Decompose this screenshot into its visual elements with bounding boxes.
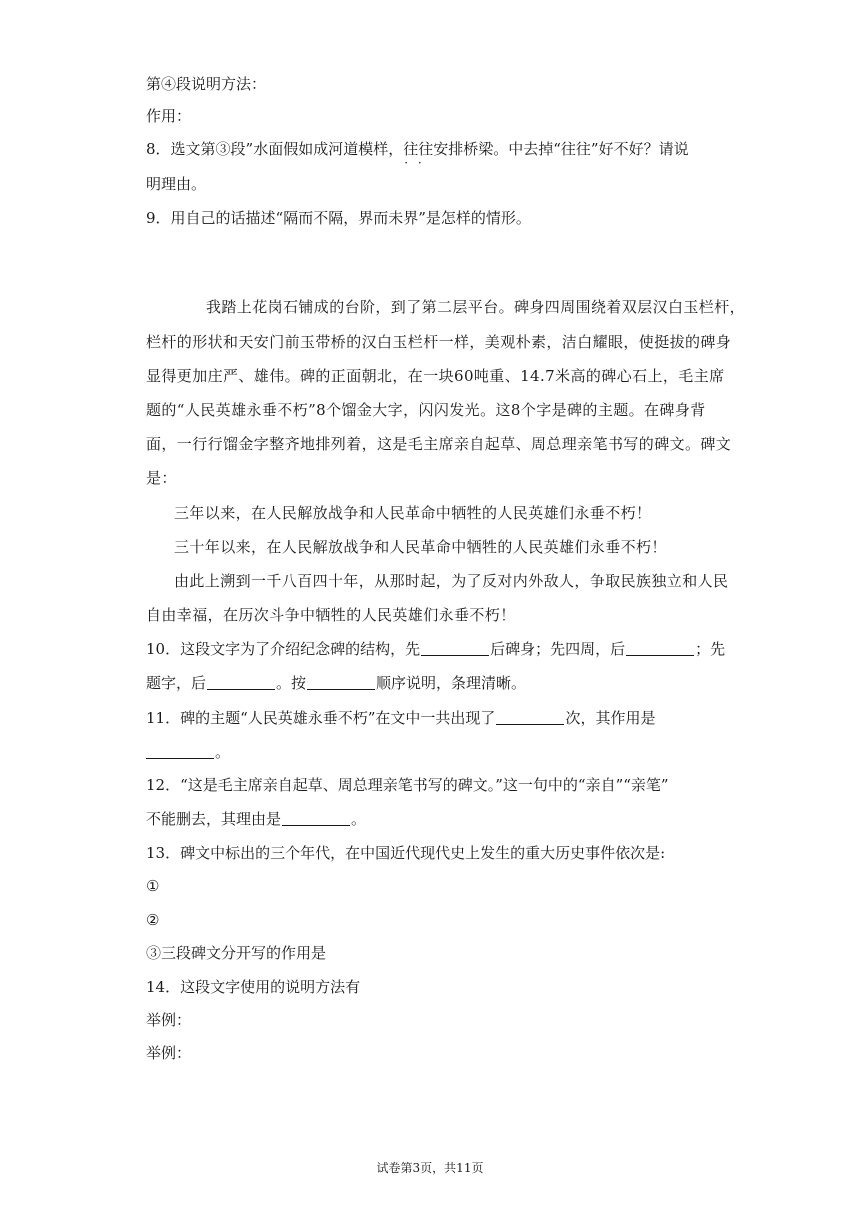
passage-p1-line2: 栏杆的形状和天安门前玉带桥的汉白玉栏杆一样，美观朴素，洁白耀眼，使挺拔的碑身 bbox=[146, 333, 732, 351]
q11-blank-2[interactable] bbox=[146, 744, 214, 759]
q10-blank-2[interactable] bbox=[626, 641, 694, 656]
q10-text-d: 题字，后 bbox=[146, 674, 207, 692]
q11-text-c: 。 bbox=[215, 743, 231, 761]
question-13-item2: ② bbox=[146, 911, 160, 929]
q12-blank[interactable] bbox=[282, 811, 350, 826]
question-13: 13．碑文中标出的三个年代，在中国近代现代史上发生的重大历史事件依次是: bbox=[146, 844, 666, 862]
q11-text-b: 次，其作用是 bbox=[565, 709, 656, 727]
question-14-example2: 举例： bbox=[146, 1044, 192, 1062]
question-10-line1 bbox=[146, 639, 725, 659]
question-11-line2 bbox=[146, 742, 230, 762]
q10-text-f: 顺序说明，条理清晰。 bbox=[376, 674, 527, 692]
passage-p1-line6: 是： bbox=[146, 469, 177, 487]
question-11-line1 bbox=[146, 708, 655, 728]
passage-p1-line4: 题的“人民英雄永垂不朽”8个馏金大字，闪闪发光。这8个字是碑的主题。在碑身背 bbox=[146, 401, 706, 419]
question-8-line2: 明理由。 bbox=[146, 175, 207, 193]
q11-text-a: 11．碑的主题“人民英雄永垂不朽”在文中一共出现了 bbox=[146, 709, 496, 727]
q12-text-b: 不能删去，其理由是 bbox=[146, 810, 282, 828]
question-9: 9．用自己的话描述“隔而不隔，界而未界”是怎样的情形。 bbox=[146, 209, 531, 227]
q10-text-e: 。按 bbox=[276, 674, 307, 692]
question-7-effect: 作用： bbox=[146, 107, 192, 125]
question-12-line1: 12．“这是毛主席亲自起草、周总理亲笔书写的碑文。”这一句中的“亲自”“亲笔” bbox=[146, 776, 669, 794]
passage-p1-line3: 显得更加庄严、雄伟。碑的正面朝北，在一块60吨重、14.7米高的碑心石上，毛主席 bbox=[146, 367, 725, 385]
question-12-line2 bbox=[146, 809, 366, 829]
q8-text-b: 安排桥梁。中去掉“往往”好不好？请说 bbox=[433, 140, 689, 158]
passage-p3: 三十年以来，在人民解放战争和人民革命中牺牲的人民英雄们永垂不朽！ bbox=[174, 538, 667, 556]
q10-text-c: ；先 bbox=[695, 640, 726, 658]
q11-blank-1[interactable] bbox=[496, 710, 564, 725]
q8-text-a: 8．选文第③段”水面假如成河道模样， bbox=[146, 140, 404, 158]
question-8 bbox=[146, 139, 689, 159]
question-13-item1: ① bbox=[146, 877, 160, 895]
q10-text-a: 10．这段文字为了介绍纪念碑的结构，先 bbox=[146, 640, 421, 658]
page-footer: 试卷第3页，共11页 bbox=[376, 1161, 484, 1175]
question-10-line2 bbox=[146, 673, 526, 693]
passage-p2: 三年以来，在人民解放战争和人民革命中牺牲的人民英雄们永垂不朽！ bbox=[174, 504, 652, 522]
question-14: 14．这段文字使用的说明方法有 bbox=[146, 978, 361, 996]
q10-blank-1[interactable] bbox=[421, 641, 489, 656]
q10-blank-3[interactable] bbox=[207, 675, 275, 690]
passage-p4-line1: 由此上溯到一千八百四十年，从那时起，为了反对内外敌人，争取民族独立和人民 bbox=[174, 572, 729, 590]
question-13-item3: ③三段碑文分开写的作用是 bbox=[146, 944, 327, 962]
q8-dotted-word: 往往 · · bbox=[403, 140, 433, 158]
passage-p4-line2: 自由幸福，在历次斗争中牺牲的人民英雄们永垂不朽！ bbox=[146, 606, 516, 624]
passage-p1-line1: 我踏上花岗石铺成的台阶，到了第二层平台。碑身四周围绕着双层汉白玉栏杆， bbox=[206, 298, 746, 316]
q10-blank-4[interactable] bbox=[307, 675, 375, 690]
question-14-example1: 举例： bbox=[146, 1011, 192, 1029]
passage-p1-line5: 面，一行行馏金字整齐地排列着，这是毛主席亲自起草、周总理亲笔书写的碑文。碑文 bbox=[146, 435, 732, 453]
q12-text-c: 。 bbox=[351, 810, 367, 828]
question-7-method: 第④段说明方法： bbox=[146, 75, 267, 93]
q10-text-b: 后碑身；先四周，后 bbox=[490, 640, 626, 658]
